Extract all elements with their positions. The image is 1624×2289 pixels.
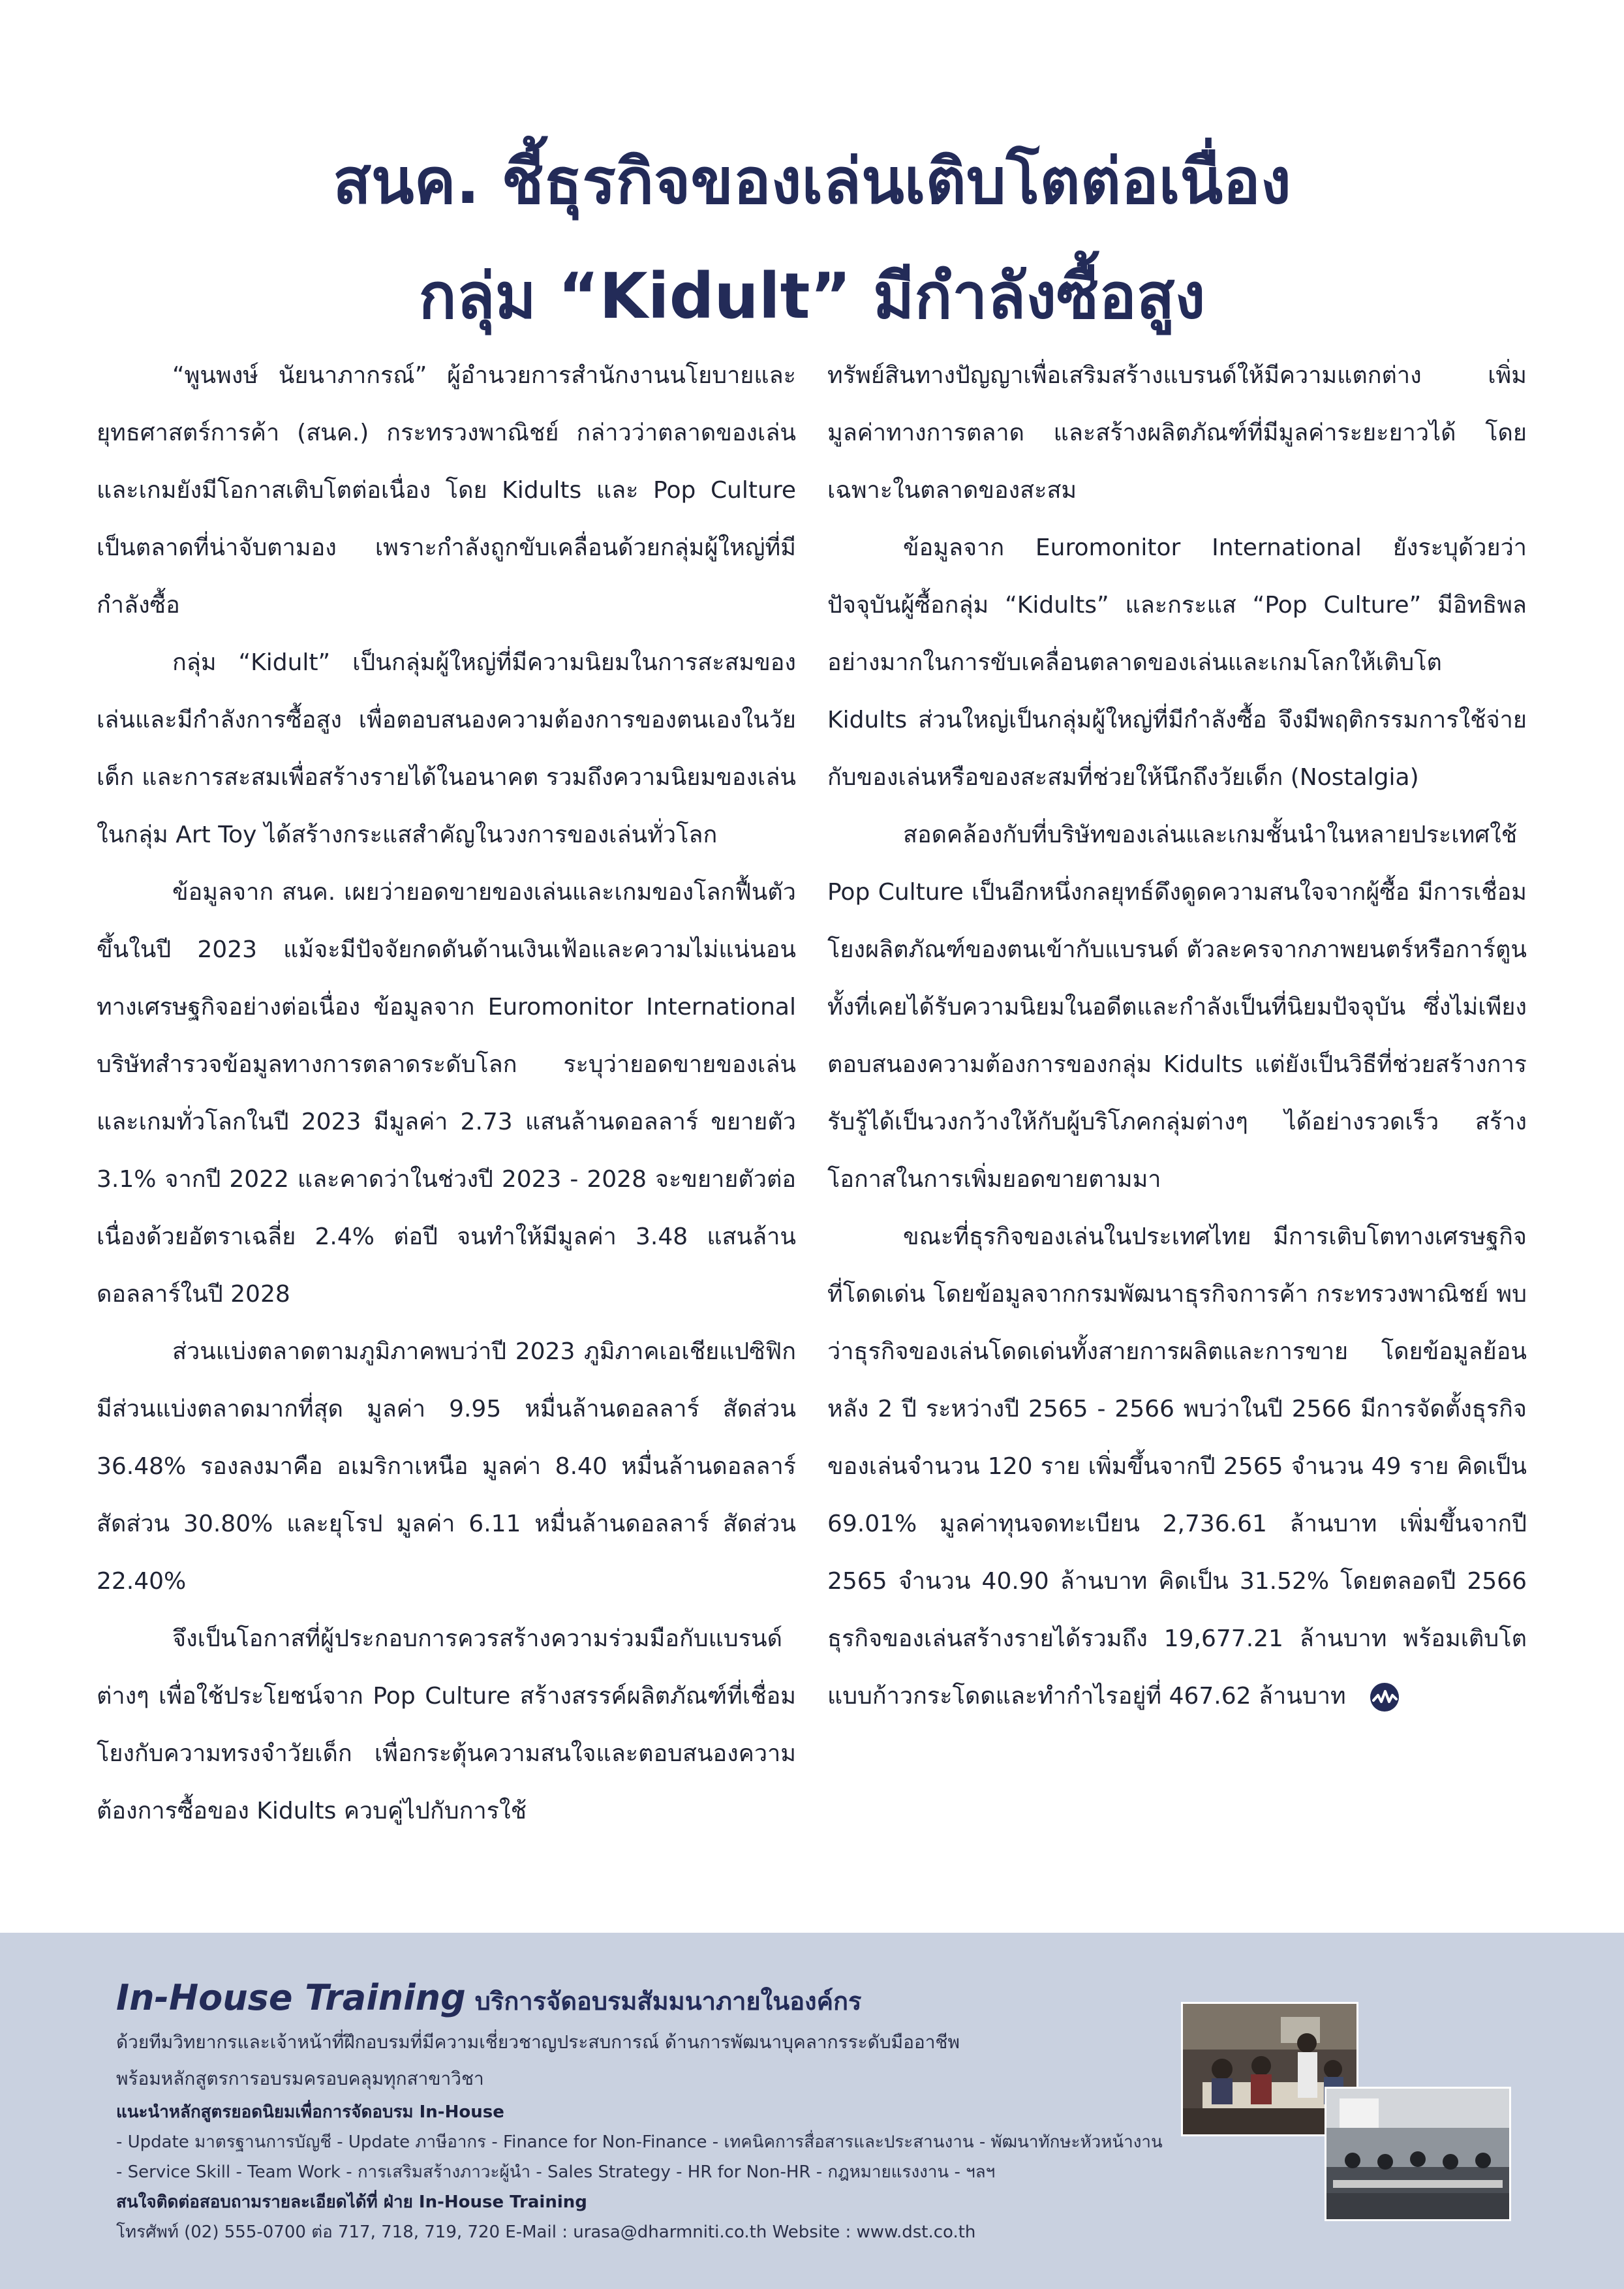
ad-description: พร้อมหลักสูตรการอบรมครอบคลุมทุกสาขาวิชา (116, 2068, 484, 2089)
training-photo (1325, 2087, 1511, 2221)
ad-brand: In-House Training (116, 1977, 466, 2018)
paragraph (827, 1208, 1527, 1725)
article-column-left (97, 347, 796, 1840)
classroom-image (1326, 2089, 1509, 2219)
contact-heading: สนใจติดต่อสอบถามรายละเอียดได้ที่ ฝ่าย In-House Training (116, 2192, 587, 2212)
paragraph: สอดคล้องกับที่บริษัทของเล่นและเกมชั้นนำในหลายประเทศใช้ Pop Culture เป็นอีกหนึ่งกลยุทธ์ดึงดูดความสนใจจากผู้ซื้อ มีการเชื่อมโยงผลิตภัณฑ์ของตนเข้ากับแบรนด์ ตัวละครจากภาพยนตร์หรือการ์ตูน ทั้งที่เคยได้รับความนิยมในอดีตและกำลังเป็นที่นิยมปัจจุบัน ซึ่งไม่เพียงตอบสนองความต้องการของกลุ่ม Kidults แต่ยังเป็นวิธีที่ช่วยสร้างการรับรู้ได้เป็นวงกว้างให้กับผู้บริโภคกลุ่มต่างๆ ได้อย่างรวดเร็ว สร้างโอกาสในการเพิ่มยอดขายตามมา (827, 822, 1527, 1193)
courses-heading: แนะนำหลักสูตรยอดนิยมเพื่อการจัดอบรม In-House (116, 2102, 504, 2122)
paragraph: ข้อมูลจาก สนค. เผยว่ายอดขายของเล่นและเกมของโลกฟื้นตัวขึ้นในปี 2023 แม้จะมีปัจจัยกดดันด้านเงินเฟ้อและความไม่แน่นอนทางเศรษฐกิจอย่างต่อเนื่อง ข้อมูลจาก Euromonitor International บริษัทสำรวจข้อมูลทางการตลาดระดับโลก ระบุว่ายอดขายของเล่นและเกมทั่วโลกในปี 2023 มีมูลค่า 2.73 แสนล้านดอลลาร์ ขยายตัว 3.1% จากปี 2022 และคาดว่าในช่วงปี 2023 - 2028 จะขยายตัวต่อเนื่องด้วยอัตราเฉลี่ย 2.4% ต่อปี จนทำให้มีมูลค่า 3.48 แสนล้านดอลลาร์ในปี 2028 (97, 879, 796, 1308)
headline-line-2: กลุ่ม “Kidult” มีกำลังซื้อสูง (418, 260, 1206, 333)
paragraph: ทรัพย์สินทางปัญญาเพื่อเสริมสร้างแบรนด์ให้มีความแตกต่าง เพิ่มมูลค่าทางการตลาด และสร้างผลิตภัณฑ์ที่มีมูลค่าระยะยาวได้ โดยเฉพาะในตลาดของสะสม (827, 362, 1527, 504)
in-house-training-ad (116, 1977, 1199, 2247)
end-of-article-wave-icon (1368, 1681, 1401, 1713)
contact-info: โทรศัพท์ (02) 555-0700 ต่อ 717, 718, 719, 720 E-Mail : urasa@dharmniti.co.th Website : www.dst.co.th (116, 2222, 976, 2242)
article-headline (0, 124, 1624, 354)
paragraph-text: ขณะที่ธุรกิจของเล่นในประเทศไทย มีการเติบโตทางเศรษฐกิจที่โดดเด่น โดยข้อมูลจากกรมพัฒนาธุรกิจการค้า กระทรวงพาณิชย์ พบว่าธุรกิจของเล่นโดดเด่นทั้งสายการผลิตและการขาย โดยข้อมูลย้อนหลัง 2 ปี ระหว่างปี 2565 - 2566 พบว่าในปี 2566 มีการจัดตั้งธุรกิจของเล่นจำนวน 120 ราย เพิ่มขึ้นจากปี 2565 จำนวน 49 ราย คิดเป็น 69.01% มูลค่าทุนจดทะเบียน 2,736.61 ล้านบาท เพิ่มขึ้นจากปี 2565 จำนวน 40.90 ล้านบาท คิดเป็น 31.52% โดยตลอดปี 2566 ธุรกิจของเล่นสร้างรายได้รวมถึง 19,677.21 ล้านบาท พร้อมเติบโตแบบก้าวกระโดดและทำกำไรอยู่ที่ 467.62 ล้านบาท (827, 1223, 1527, 1710)
courses-list: - Update มาตรฐานการบัญชี - Update ภาษีอากร - Finance for Non-Finance - เทคนิคการสื่อสารและประสานงาน - พัฒนาทักษะหัวหน้างาน (116, 2132, 1163, 2152)
courses-list: - Service Skill - Team Work - การเสริมสร้างภาวะผู้นำ - Sales Strategy - HR for Non-HR - กฎหมายแรงงาน - ฯลฯ (116, 2162, 996, 2182)
paragraph: “พูนพงษ์ นัยนาภากรณ์” ผู้อำนวยการสำนักงานนโยบายและยุทธศาสตร์การค้า (สนค.) กระทรวงพาณิชย์ กล่าวว่าตลาดของเล่นและเกมยังมีโอกาสเติบโตต่อเนื่อง โดย Kidults และ Pop Culture เป็นตลาดที่น่าจับตามอง เพราะกำลังถูกขับเคลื่อนด้วยกลุ่มผู้ใหญ่ที่มีกำลังซื้อ (97, 362, 796, 619)
article-column-right (827, 347, 1527, 1725)
paragraph: ส่วนแบ่งตลาดตามภูมิภาคพบว่าปี 2023 ภูมิภาคเอเชียแปซิฟิกมีส่วนแบ่งตลาดมากที่สุด มูลค่า 9.95 หมื่นล้านดอลลาร์ สัดส่วน 36.48% รองลงมาคือ อเมริกาเหนือ มูลค่า 8.40 หมื่นล้านดอลลาร์ สัดส่วน 30.80% และยุโรป มูลค่า 6.11 หมื่นล้านดอลลาร์ สัดส่วน 22.40% (97, 1338, 796, 1595)
ad-title (116, 1977, 1199, 2024)
ad-description: ด้วยทีมวิทยากรและเจ้าหน้าที่ฝึกอบรมที่มีความเชี่ยวชาญประสบการณ์ ด้านการพัฒนาบุคลากรระดับมืออาชีพ (116, 2031, 960, 2053)
paragraph: ข้อมูลจาก Euromonitor International ยังระบุด้วยว่าปัจจุบันผู้ซื้อกลุ่ม “Kidults” และกระแส “Pop Culture” มีอิทธิพลอย่างมากในการขับเคลื่อนตลาดของเล่นและเกมโลกให้เติบโต Kidults ส่วนใหญ่เป็นกลุ่มผู้ใหญ่ที่มีกำลังซื้อ จึงมีพฤติกรรมการใช้จ่ายกับของเล่นหรือของสะสมที่ช่วยให้นึกถึงวัยเด็ก (Nostalgia) (827, 534, 1527, 791)
headline-line-1: สนค. ชี้ธุรกิจของเล่นเติบโตต่อเนื่อง (333, 145, 1291, 218)
ad-tagline: บริการจัดอบรมสัมมนาภายในองค์กร (474, 1987, 862, 2016)
paragraph: กลุ่ม “Kidult” เป็นกลุ่มผู้ใหญ่ที่มีความนิยมในการสะสมของเล่นและมีกำลังการซื้อสูง เพื่อตอบสนองความต้องการของตนเองในวัยเด็ก และการสะสมเพื่อสร้างรายได้ในอนาคต รวมถึงความนิยมของเล่นในกลุ่ม Art Toy ได้สร้างกระแสสำคัญในวงการของเล่นทั่วโลก (97, 649, 796, 848)
paragraph: จึงเป็นโอกาสที่ผู้ประกอบการควรสร้างความร่วมมือกับแบรนด์ต่างๆ เพื่อใช้ประโยชน์จาก Pop Culture สร้างสรรค์ผลิตภัณฑ์ที่เชื่อมโยงกับความทรงจำวัยเด็ก เพื่อกระตุ้นความสนใจและตอบสนองความต้องการซื้อของ Kidults ควบคู่ไปกับการใช้ (97, 1625, 796, 1824)
